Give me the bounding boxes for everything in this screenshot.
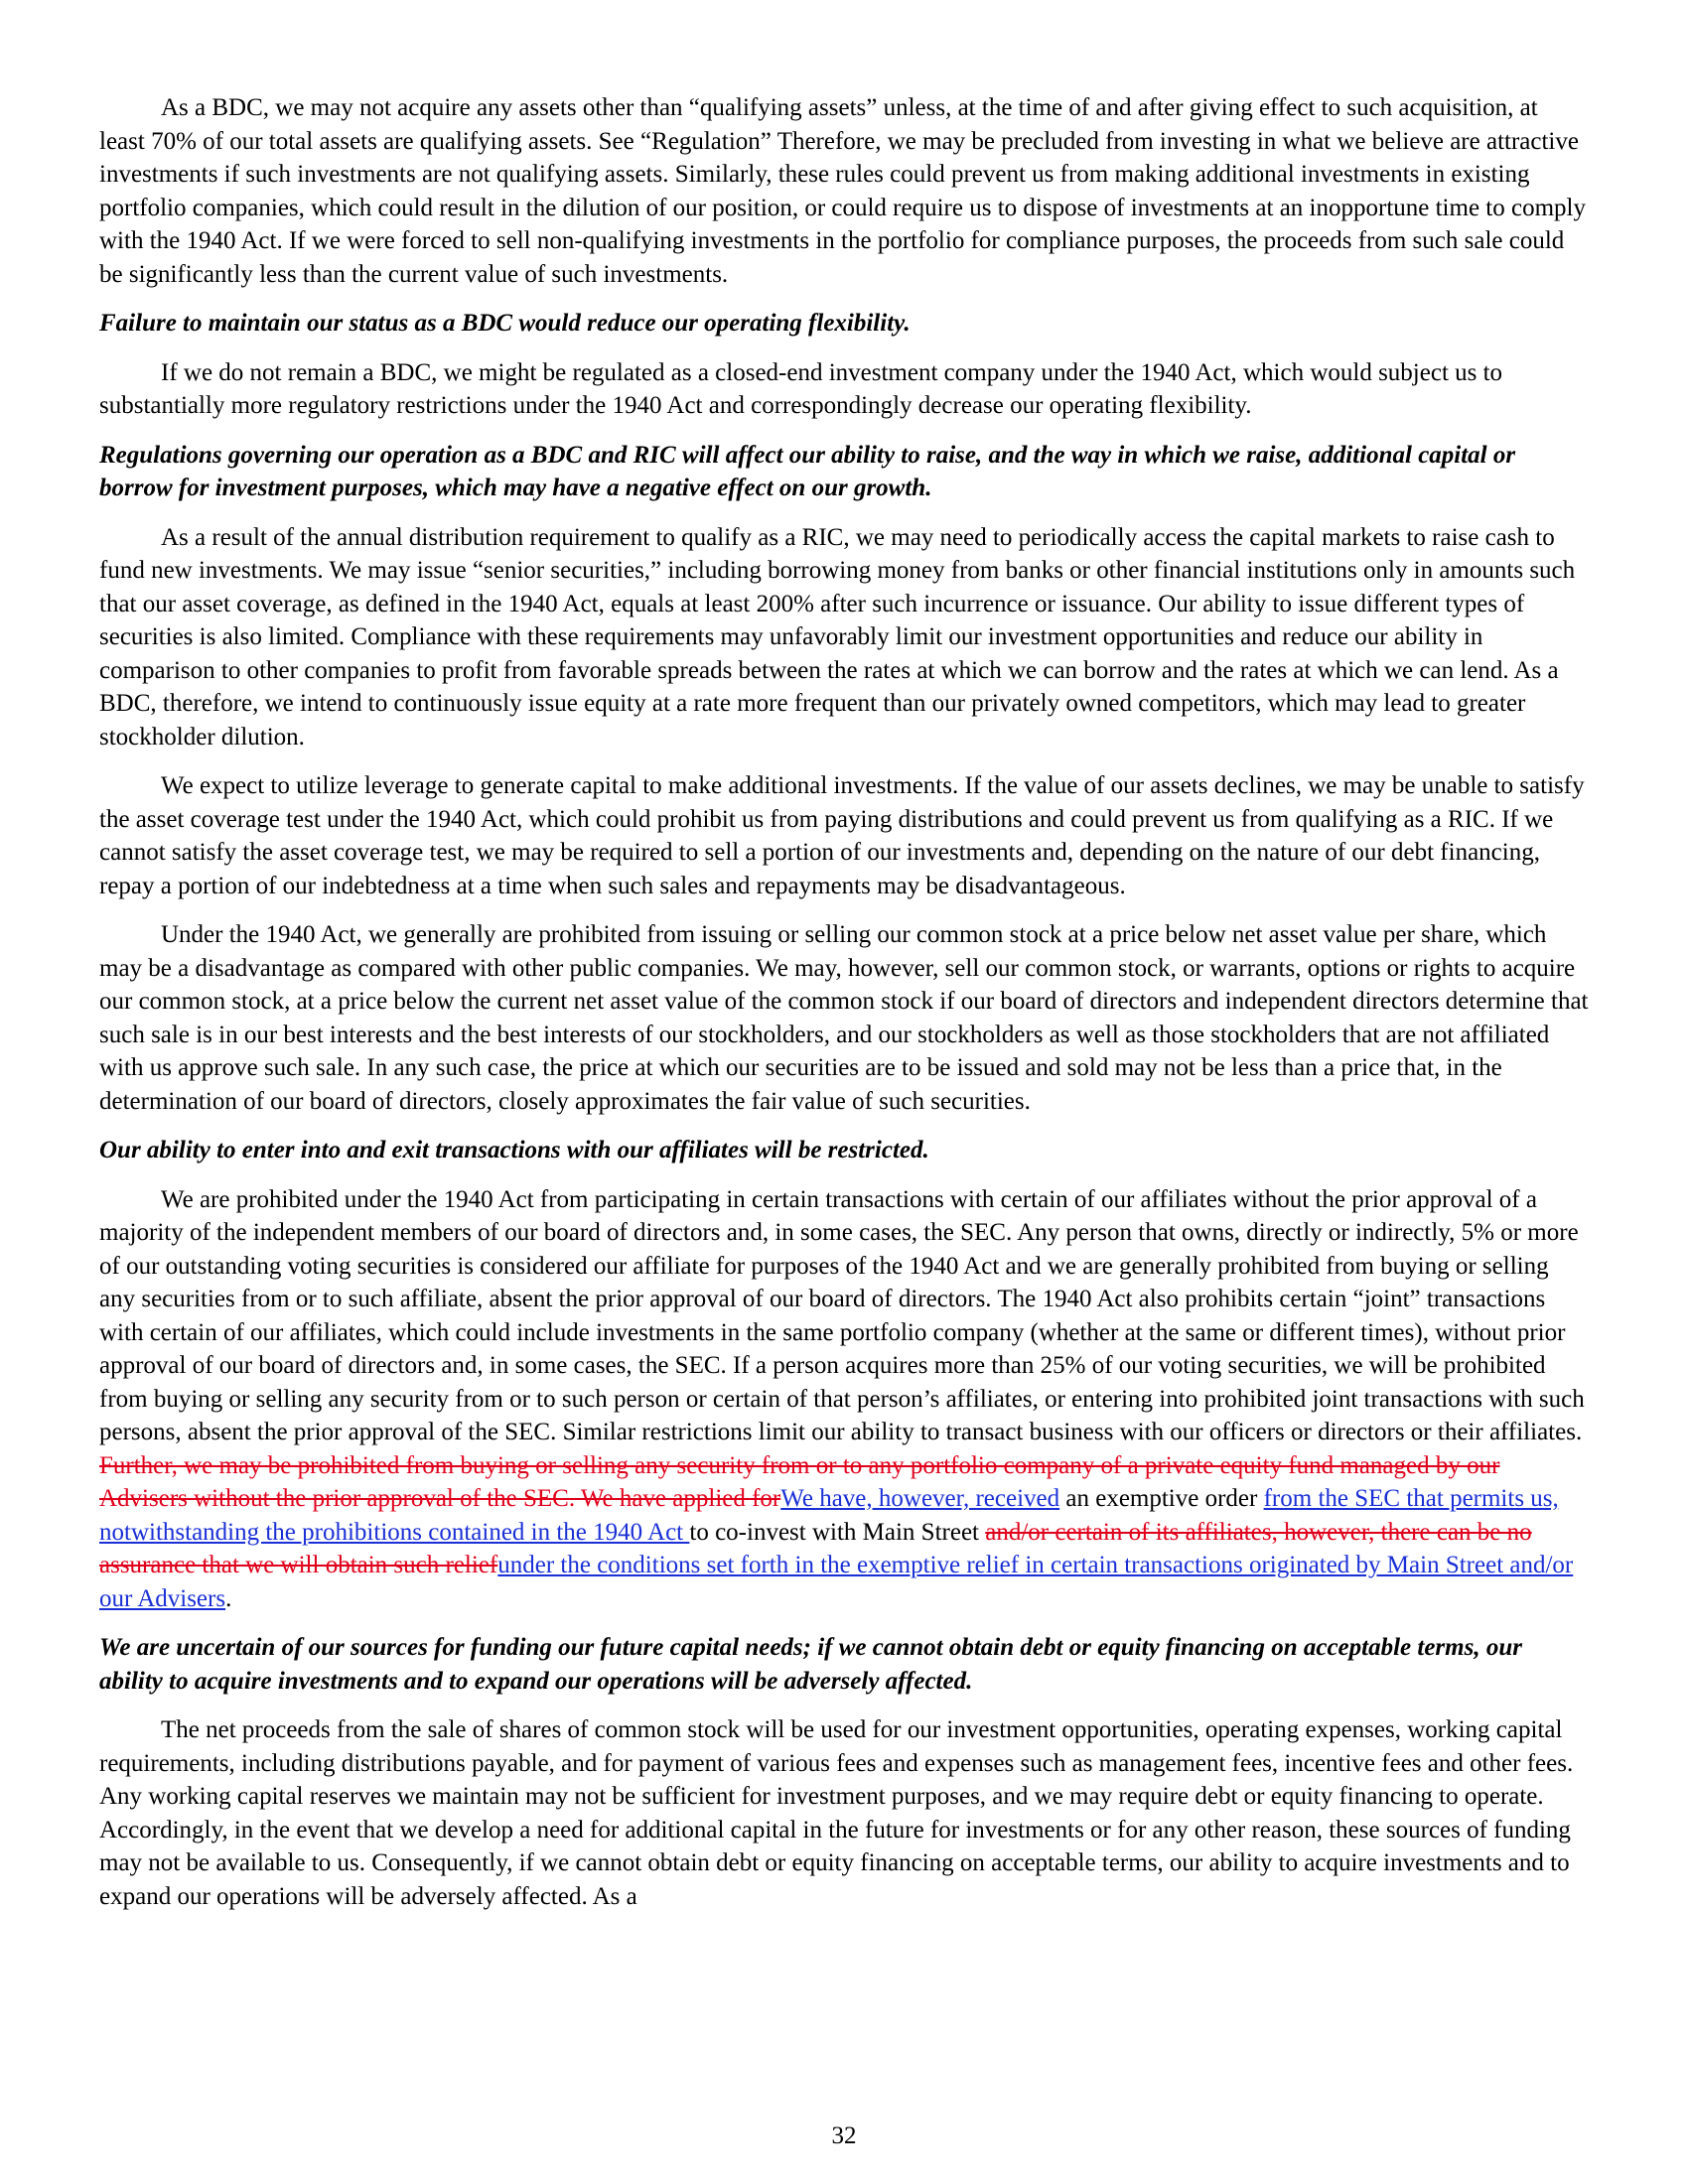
paragraph-closed-end: If we do not remain a BDC, we might be regulated as a closed-end investment company under the 1940 Act, which would subject us to substantially more regulatory restrictions under the 1940 Act and correspondingly decrease our operating flexibility. — [99, 358, 1503, 419]
inserted-text: We have, however, received — [780, 1485, 1060, 1512]
paragraph-net-asset-value: Under the 1940 Act, we generally are prohibited from issuing or selling our common stock at a price below net asset value per share, which may be a disadvantage as compared with other public companies. We may, however, sell our common stock, or warrants, options or rights to acquire our common stock, at a price below the current net asset value of the common stock if our board of directors and independent directors determine that such sale is in our best interests and the best interests of our stockholders, and our stockholders as well as those stockholders that are not affiliated with us approve such sale. In any such case, the price at which our securities are to be issued and sold may not be less than a price that, in the determination of our board of directors, closely approximates the fair value of such securities. — [99, 921, 1589, 1115]
page-number: 32 — [831, 2122, 857, 2149]
text-run: We are prohibited under the 1940 Act from participating in certain transactions with certain of our affiliates without the prior approval of a majority of the independent members of our board of directors and, in some cases, the SEC. Any person that owns, directly or indirectly, 5% or more of our outstanding voting securities is considered our affiliate for purposes of the 1940 Act and we are generally prohibited from buying or selling any securities from or to such affiliate, absent the prior approval of our board of directors. The 1940 Act also prohibits certain “joint” transactions with certain of our affiliates, which could include investments in the same portfolio company (whether at the same or different times), without prior approval of our board of directors and, in some cases, the SEC. If a person acquires more than 25% of our voting securities, we will be prohibited from buying or selling any security from or to such person or certain of that person’s affiliates, or entering into prohibited joint transactions with such persons, absent the prior approval of the SEC. Similar restrictions limit our ability to transact business with our officers or directors or their affiliates. — [99, 1185, 1585, 1445]
heading-regulations-capital: Regulations governing our operation as a BDC and RIC will affect our ability to raise, and the way in which we raise, additional capital or borrow for investment purposes, which may have a negative effect on our growth. — [99, 441, 1516, 501]
paragraph-affiliate-restrictions — [99, 1183, 1589, 1616]
text-run: an exemptive order — [1059, 1485, 1264, 1512]
text-run: . — [225, 1584, 232, 1612]
heading-affiliate-transactions: Our ability to enter into and exit transactions with our affiliates will be restricted. — [99, 1137, 929, 1163]
inserted-text: under the conditions set forth in the exemptive relief in certain transactions originated by Main Street and/or our Advisers — [99, 1552, 1574, 1612]
document-page — [99, 91, 1589, 1929]
deleted-text: and/or certain of its affiliates, however, there can be no assurance that we will obtain such relief — [99, 1518, 1532, 1578]
paragraph-leverage: We expect to utilize leverage to generate capital to make additional investments. If the value of our assets declines, we may be unable to satisfy the asset coverage test under the 1940 Act, which could prohibit us from paying distributions and could prevent us from qualifying as a RIC. If we cannot satisfy the asset coverage test, we may be required to sell a portion of our investments and, depending on the nature of our debt financing, repay a portion of our indebtedness at a time when such sales and repayments may be disadvantageous. — [99, 772, 1585, 899]
paragraph-distribution-requirement: As a result of the annual distribution requirement to qualify as a RIC, we may need to periodically access the capital markets to raise cash to fund new investments. We may issue “senior securities,” including borrowing money from banks or other financial institutions only in amounts such that our asset coverage, as defined in the 1940 Act, equals at least 200% after such incurrence or issuance. Our ability to issue different types of securities is also limited. Compliance with these requirements may unfavorably limit our investment opportunities and reduce our ability in comparison to other companies to profit from favorable spreads between the rates at which we can borrow and the rates at which we can lend. As a BDC, therefore, we intend to continuously issue equity at a rate more frequent than our privately owned competitors, which may lead to greater stockholder dilution. — [99, 523, 1576, 751]
inserted-text: from the SEC that permits us, notwithstanding the prohibitions contained in the 1940 Act — [99, 1485, 1559, 1546]
paragraph-net-proceeds: The net proceeds from the sale of shares of common stock will be used for our investment opportunities, operating expenses, working capital requirements, including distributions payable, and for payment of various fees and expenses such as management fees, incentive fees and other fees. Any working capital reserves we maintain may not be sufficient for investment purposes, and we may require debt or equity financing to operate. Accordingly, in the event that we develop a need for additional capital in the future for investments or for any other reason, these sources of funding may not be available to us. Consequently, if we cannot obtain debt or equity financing on acceptable terms, our ability to acquire investments and to expand our operations will be adversely affected. As a — [99, 1716, 1574, 1910]
heading-bdc-status: Failure to maintain our status as a BDC would reduce our operating flexibility. — [99, 310, 911, 337]
text-run: to co-invest with Main Street — [689, 1518, 986, 1546]
heading-funding-capital-needs: We are uncertain of our sources for funding our future capital needs; if we cannot obtain debt or equity financing on acceptable terms, our ability to acquire investments and to expand our operations will be adversely affected. — [99, 1634, 1522, 1695]
deleted-text: Further, we may be prohibited from buying or selling any security from or to any portfolio company of a private equity fund managed by our Advisers without the prior approval of the SEC. We have applied for — [99, 1451, 1500, 1512]
paragraph-qualifying-assets: As a BDC, we may not acquire any assets other than “qualifying assets” unless, at the time of and after giving effect to such acquisition, at least 70% of our total assets are qualifying assets. See “Regulation” Therefore, we may be precluded from investing in what we believe are attractive investments if such investments are not qualifying assets. Similarly, these rules could prevent us from making additional investments in existing portfolio companies, which could result in the dilution of our position, or could require us to dispose of investments at an inopportune time to comply with the 1940 Act. If we were forced to sell non-qualifying investments in the portfolio for compliance purposes, the proceeds from such sale could be significantly less than the current value of such investments. — [99, 94, 1586, 288]
